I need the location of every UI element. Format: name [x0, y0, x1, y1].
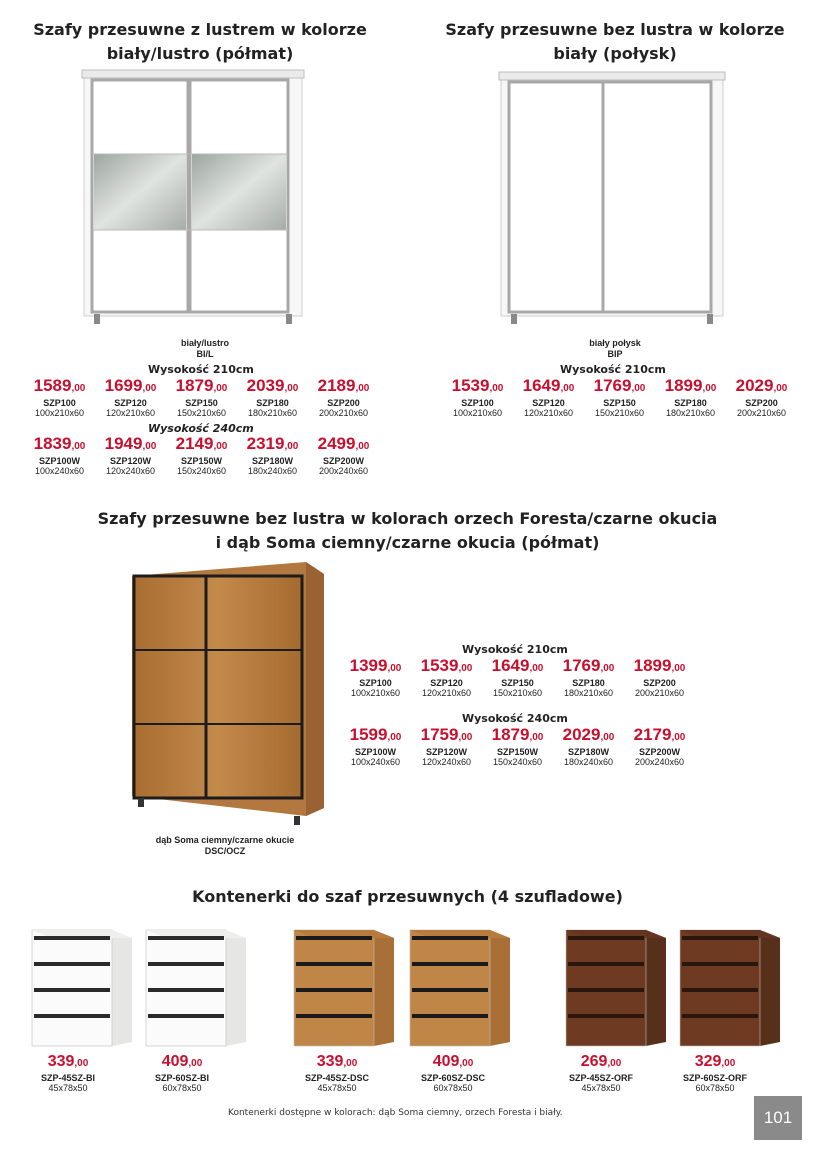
section2-title-line2: biały (połysk) — [553, 44, 677, 63]
dimensions: 120x240x60 — [105, 466, 156, 476]
dimensions: 120x210x60 — [523, 408, 574, 418]
price — [24, 377, 95, 398]
product-code: SZP180W — [251, 456, 293, 466]
price-decimal: ,00 — [773, 383, 788, 394]
product-code: SZP200 — [745, 398, 778, 408]
price — [340, 726, 411, 747]
price-decimal: ,00 — [188, 1058, 203, 1069]
section1-row210-item — [95, 377, 166, 419]
price-amount: 1759 — [420, 725, 459, 744]
price-decimal: ,00 — [284, 383, 299, 394]
section2-caption-color: biały połysk — [589, 338, 641, 348]
section1-caption — [150, 338, 260, 360]
dimensions: 45x78x50 — [48, 1083, 88, 1093]
product-code: SZP-60SZ-DSC — [420, 1073, 485, 1083]
section3-caption-color: dąb Soma ciemny/czarne okucie — [155, 835, 295, 845]
section2-row210-item — [442, 377, 513, 419]
price — [624, 657, 695, 678]
section1-height-240: Wysokość 240cm — [148, 422, 254, 435]
price — [166, 435, 237, 456]
section2-title — [415, 18, 815, 66]
price-amount: 1949 — [104, 434, 143, 453]
dimensions: 100x240x60 — [34, 466, 85, 476]
price-amount: 1649 — [522, 376, 561, 395]
product-code: SZP120 — [532, 398, 565, 408]
product-code: SZP100 — [43, 398, 76, 408]
dimensions: 150x210x60 — [594, 408, 645, 418]
section1-row240-item — [95, 435, 166, 477]
product-code: SZP120W — [425, 747, 467, 757]
product-code: SZP-45SZ-BI — [40, 1073, 95, 1083]
product-code: SZP150 — [501, 678, 534, 688]
price-decimal: ,00 — [213, 441, 228, 452]
price-amount: 2039 — [246, 376, 285, 395]
section3-row-210 — [340, 657, 695, 699]
product-code: SZP150W — [180, 456, 222, 466]
price — [127, 1053, 237, 1073]
price-decimal: ,00 — [600, 663, 615, 674]
price — [442, 377, 513, 398]
section3-title — [0, 507, 815, 555]
section2-row210-item — [584, 377, 655, 419]
section3-row240-item — [340, 726, 411, 768]
dimensions: 150x210x60 — [492, 688, 543, 698]
section3-row210-item — [482, 657, 553, 699]
price-decimal: ,00 — [671, 663, 686, 674]
price-amount: 329 — [694, 1053, 722, 1070]
price-decimal: ,00 — [387, 663, 402, 674]
dimensions: 180x210x60 — [665, 408, 716, 418]
price-amount: 2179 — [633, 725, 672, 744]
product-code: SZP-60SZ-ORF — [682, 1073, 747, 1083]
price — [553, 657, 624, 678]
price — [237, 435, 308, 456]
price-amount: 339 — [316, 1053, 344, 1070]
price — [237, 377, 308, 398]
section3-title-line2: i dąb Soma ciemny/czarne okucia (półmat) — [215, 533, 600, 552]
price — [95, 377, 166, 398]
price-decimal: ,00 — [529, 663, 544, 674]
container-item — [13, 1053, 123, 1094]
section1-row210-item — [24, 377, 95, 419]
price-amount: 1899 — [664, 376, 703, 395]
section3-row240-item — [624, 726, 695, 768]
price-decimal: ,00 — [343, 1058, 358, 1069]
price-decimal: ,00 — [284, 441, 299, 452]
price-decimal: ,00 — [142, 383, 157, 394]
container-item — [398, 1053, 508, 1094]
price — [546, 1053, 656, 1073]
price-amount: 1599 — [349, 725, 388, 744]
price-decimal: ,00 — [631, 383, 646, 394]
section3-row210-item — [411, 657, 482, 699]
section1-row-240 — [24, 435, 379, 477]
price-amount: 409 — [161, 1053, 189, 1070]
price-decimal: ,00 — [671, 732, 686, 743]
price-amount: 1879 — [175, 376, 214, 395]
product-code: SZP120W — [109, 456, 151, 466]
price — [584, 377, 655, 398]
price-decimal: ,00 — [355, 383, 370, 394]
product-code: SZP150W — [496, 747, 538, 757]
section3-row210-item — [624, 657, 695, 699]
price-decimal: ,00 — [489, 383, 504, 394]
container-item — [282, 1053, 392, 1094]
price-amount: 1539 — [451, 376, 490, 395]
price-decimal: ,00 — [387, 732, 402, 743]
price-amount: 1839 — [33, 434, 72, 453]
price-decimal: ,00 — [459, 1058, 474, 1069]
price — [308, 377, 379, 398]
price-decimal: ,00 — [529, 732, 544, 743]
price-decimal: ,00 — [702, 383, 717, 394]
section2-row210-item — [655, 377, 726, 419]
price — [726, 377, 797, 398]
price-decimal: ,00 — [607, 1058, 622, 1069]
price-amount: 2319 — [246, 434, 285, 453]
price — [166, 377, 237, 398]
price-decimal: ,00 — [71, 383, 86, 394]
price-amount: 1699 — [104, 376, 143, 395]
price — [282, 1053, 392, 1073]
dimensions: 200x210x60 — [318, 408, 369, 418]
container-walnut-image — [562, 924, 672, 1050]
dimensions: 60x78x50 — [695, 1083, 735, 1093]
price — [660, 1053, 770, 1073]
section3-row240-item — [411, 726, 482, 768]
product-code: SZP-45SZ-ORF — [568, 1073, 633, 1083]
section1-row240-item — [24, 435, 95, 477]
price — [95, 435, 166, 456]
section2-height-210: Wysokość 210cm — [560, 363, 666, 376]
dimensions: 60x78x50 — [433, 1083, 473, 1093]
section2-caption-code: BIP — [607, 349, 623, 359]
product-code: SZP200 — [327, 398, 360, 408]
dimensions: 120x210x60 — [421, 688, 472, 698]
dimensions: 60x78x50 — [162, 1083, 202, 1093]
price-decimal: ,00 — [71, 441, 86, 452]
section3-height-240: Wysokość 240cm — [462, 712, 568, 725]
price-decimal: ,00 — [213, 383, 228, 394]
product-code: SZP100 — [359, 678, 392, 688]
container-item — [546, 1053, 656, 1094]
container-white-image — [28, 924, 138, 1050]
price — [398, 1053, 508, 1073]
section1-row210-item — [237, 377, 308, 419]
container-item — [660, 1053, 770, 1094]
price-amount: 1539 — [420, 656, 459, 675]
price-amount: 1589 — [33, 376, 72, 395]
price-decimal: ,00 — [74, 1058, 89, 1069]
section2-caption — [560, 338, 670, 360]
section4-title: Kontenerki do szaf przesuwnych (4 szufladowe) — [192, 887, 623, 906]
price-decimal: ,00 — [142, 441, 157, 452]
section1-row240-item — [308, 435, 379, 477]
section3-caption-code: DSC/OCZ — [204, 846, 246, 856]
dimensions: 180x240x60 — [247, 466, 298, 476]
section3-height-210: Wysokość 210cm — [462, 643, 568, 656]
dimensions: 150x240x60 — [492, 757, 543, 767]
section2-title-line1: Szafy przesuwne bez lustra w kolorze — [445, 20, 785, 39]
product-code: SZP180W — [567, 747, 609, 757]
section2-row-210 — [442, 377, 797, 419]
section1-title — [0, 18, 400, 66]
dimensions: 150x240x60 — [176, 466, 227, 476]
section3-row-240 — [340, 726, 695, 768]
price — [482, 726, 553, 747]
price-amount: 1769 — [593, 376, 632, 395]
section1-caption-code: BI/L — [196, 349, 214, 359]
section1-height-210: Wysokość 210cm — [148, 363, 254, 376]
dimensions: 200x210x60 — [736, 408, 787, 418]
dimensions: 100x210x60 — [34, 408, 85, 418]
white-wardrobe-image — [497, 70, 729, 332]
price — [340, 657, 411, 678]
price-amount: 1769 — [562, 656, 601, 675]
mirror-wardrobe-image — [80, 68, 310, 332]
product-code: SZP120 — [114, 398, 147, 408]
product-code: SZP200W — [638, 747, 680, 757]
dimensions: 100x240x60 — [350, 757, 401, 767]
product-code: SZP100 — [461, 398, 494, 408]
price-amount: 1649 — [491, 656, 530, 675]
price-decimal: ,00 — [458, 663, 473, 674]
page-number: 101 — [754, 1096, 802, 1140]
section2-row210-item — [513, 377, 584, 419]
section1-row210-item — [166, 377, 237, 419]
section1-row210-item — [308, 377, 379, 419]
dimensions: 100x210x60 — [350, 688, 401, 698]
price-amount: 339 — [47, 1053, 75, 1070]
price-amount: 2029 — [562, 725, 601, 744]
container-oak-image — [406, 924, 516, 1050]
container-walnut-image — [676, 924, 786, 1050]
section1-row240-item — [166, 435, 237, 477]
price-decimal: ,00 — [458, 732, 473, 743]
dimensions: 200x240x60 — [634, 757, 685, 767]
section3-title-line1: Szafy przesuwne bez lustra w kolorach orzech Foresta/czarne okucia — [97, 509, 718, 528]
product-code: SZP100W — [38, 456, 80, 466]
dimensions: 200x210x60 — [634, 688, 685, 698]
containers-footnote: Kontenerki dostępne w kolorach: dąb Soma ciemny, orzech Foresta i biały. — [228, 1108, 563, 1118]
dimensions: 120x210x60 — [105, 408, 156, 418]
price-amount: 409 — [432, 1053, 460, 1070]
product-code: SZP180 — [674, 398, 707, 408]
product-code: SZP120 — [430, 678, 463, 688]
section1-row-210 — [24, 377, 379, 419]
section3-row210-item — [553, 657, 624, 699]
price — [655, 377, 726, 398]
dimensions: 45x78x50 — [317, 1083, 357, 1093]
section3-row240-item — [482, 726, 553, 768]
product-code: SZP180 — [256, 398, 289, 408]
dimensions: 200x240x60 — [318, 466, 369, 476]
price-decimal: ,00 — [721, 1058, 736, 1069]
price — [553, 726, 624, 747]
dimensions: 120x240x60 — [421, 757, 472, 767]
product-code: SZP-45SZ-DSC — [304, 1073, 369, 1083]
price — [13, 1053, 123, 1073]
container-oak-image — [290, 924, 400, 1050]
dimensions: 45x78x50 — [581, 1083, 621, 1093]
section3-row210-item — [340, 657, 411, 699]
price — [24, 435, 95, 456]
section1-row240-item — [237, 435, 308, 477]
product-code: SZP180 — [572, 678, 605, 688]
price-amount: 2149 — [175, 434, 214, 453]
price — [482, 657, 553, 678]
price-amount: 1399 — [349, 656, 388, 675]
price-amount: 1879 — [491, 725, 530, 744]
product-code: SZP200W — [322, 456, 364, 466]
price-decimal: ,00 — [560, 383, 575, 394]
price-amount: 2029 — [735, 376, 774, 395]
product-code: SZP100W — [354, 747, 396, 757]
dimensions: 180x210x60 — [247, 408, 298, 418]
price-amount: 1899 — [633, 656, 672, 675]
product-code: SZP200 — [643, 678, 676, 688]
section1-title-line1: Szafy przesuwne z lustrem w kolorze — [33, 20, 367, 39]
price-amount: 2189 — [317, 376, 356, 395]
product-code: SZP150 — [603, 398, 636, 408]
price-amount: 2499 — [317, 434, 356, 453]
price — [411, 726, 482, 747]
section3-row240-item — [553, 726, 624, 768]
price — [624, 726, 695, 747]
product-code: SZP-60SZ-BI — [154, 1073, 209, 1083]
price — [411, 657, 482, 678]
dimensions: 180x240x60 — [563, 757, 614, 767]
section1-title-line2: biały/lustro (półmat) — [106, 44, 294, 63]
container-item — [127, 1053, 237, 1094]
container-white-image — [142, 924, 252, 1050]
price-amount: 269 — [580, 1053, 608, 1070]
price-decimal: ,00 — [600, 732, 615, 743]
product-code: SZP150 — [185, 398, 218, 408]
dimensions: 150x210x60 — [176, 408, 227, 418]
section1-caption-color: biały/lustro — [180, 338, 229, 348]
oak-wardrobe-image — [126, 558, 326, 830]
price-decimal: ,00 — [355, 441, 370, 452]
section2-row210-item — [726, 377, 797, 419]
dimensions: 180x210x60 — [563, 688, 614, 698]
section3-caption — [140, 835, 310, 857]
price — [513, 377, 584, 398]
price — [308, 435, 379, 456]
dimensions: 100x210x60 — [452, 408, 503, 418]
